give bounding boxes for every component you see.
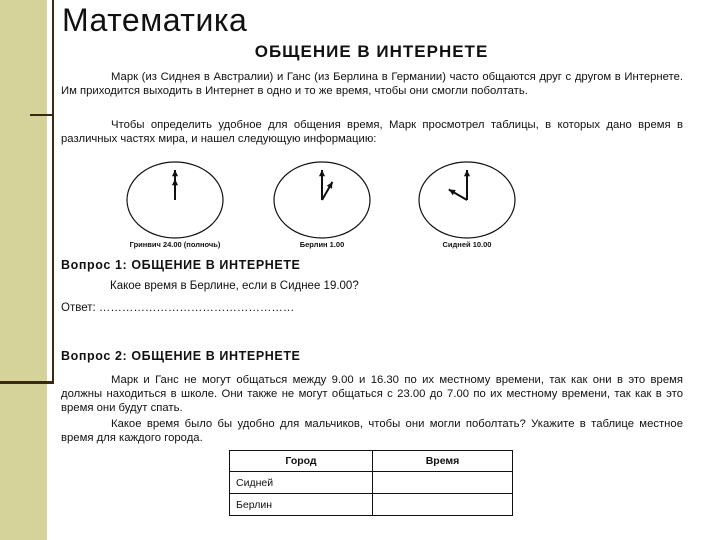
clock-minute-hand-tip bbox=[319, 170, 325, 176]
time-cell[interactable] bbox=[373, 494, 513, 516]
question-2-heading: Вопрос 2: ОБЩЕНИЕ В ИНТЕРНЕТЕ bbox=[61, 349, 301, 363]
slide-title: Математика bbox=[62, 2, 248, 38]
table-row bbox=[230, 494, 513, 516]
question-1-text: Какое время в Берлине, если в Сиднее 19.00? bbox=[110, 280, 359, 292]
table-row bbox=[230, 472, 513, 494]
clock-caption: Сидней 10.00 bbox=[442, 240, 492, 249]
clock-caption: Берлин 1.00 bbox=[299, 240, 345, 249]
time-cell[interactable] bbox=[373, 472, 513, 494]
clock bbox=[127, 162, 223, 249]
intro-paragraph-2: Чтобы определить удобное для общения время, Марк просмотрел таблицы, в которых дано время в различных частях мира, и нашел следующую информацию: bbox=[61, 119, 683, 145]
document-title: ОБЩЕНИЕ В ИНТЕРНЕТЕ bbox=[254, 42, 489, 61]
answer-line: Ответ: …………………………………………… bbox=[61, 302, 295, 314]
city-cell: Сидней bbox=[230, 472, 373, 494]
column-header-time: Время bbox=[373, 451, 513, 472]
question-2-paragraph-1: Марк и Ганс не могут общаться между 9.00 и 16.30 по их местному времени, так как они в это время должны находиться в школе. Они также не могут общаться с 23.00 до 7.00 по их местному времени, так как в это время они будут спать. bbox=[61, 374, 683, 414]
slide-sidebar-band bbox=[0, 0, 47, 540]
city-cell: Берлин bbox=[230, 494, 373, 516]
intro-paragraph-1: Марк (из Сиднея в Австралии) и Ганс (из Берлина в Германии) часто общаются друг с другом в Интернете. Им приходится выходить в Интернет в одно и то же время, чтобы они смогли поболтать. bbox=[61, 71, 683, 97]
clock-caption: Гринвич 24.00 (полночь) bbox=[129, 240, 221, 249]
slide-bottom-rule bbox=[0, 381, 54, 384]
clock bbox=[419, 162, 515, 249]
question-1-heading: Вопрос 1: ОБЩЕНИЕ В ИНТЕРНЕТЕ bbox=[61, 258, 301, 272]
clock-minute-hand-tip bbox=[464, 170, 470, 176]
clock-hour-hand-tip bbox=[172, 179, 178, 185]
clock bbox=[274, 162, 370, 249]
scanned-page bbox=[55, 40, 688, 524]
question-2-paragraph-2: Какое время было бы удобно для мальчиков, чтобы они могли поболтать? Укажите в таблице местное время для каждого города. bbox=[61, 418, 683, 444]
time-table bbox=[229, 450, 513, 516]
clock-minute-hand-tip bbox=[172, 170, 178, 176]
column-header-city: Город bbox=[230, 451, 373, 472]
slide-short-rule bbox=[30, 114, 54, 116]
clocks-figure bbox=[55, 156, 688, 256]
slide-vertical-rule bbox=[52, 0, 54, 383]
